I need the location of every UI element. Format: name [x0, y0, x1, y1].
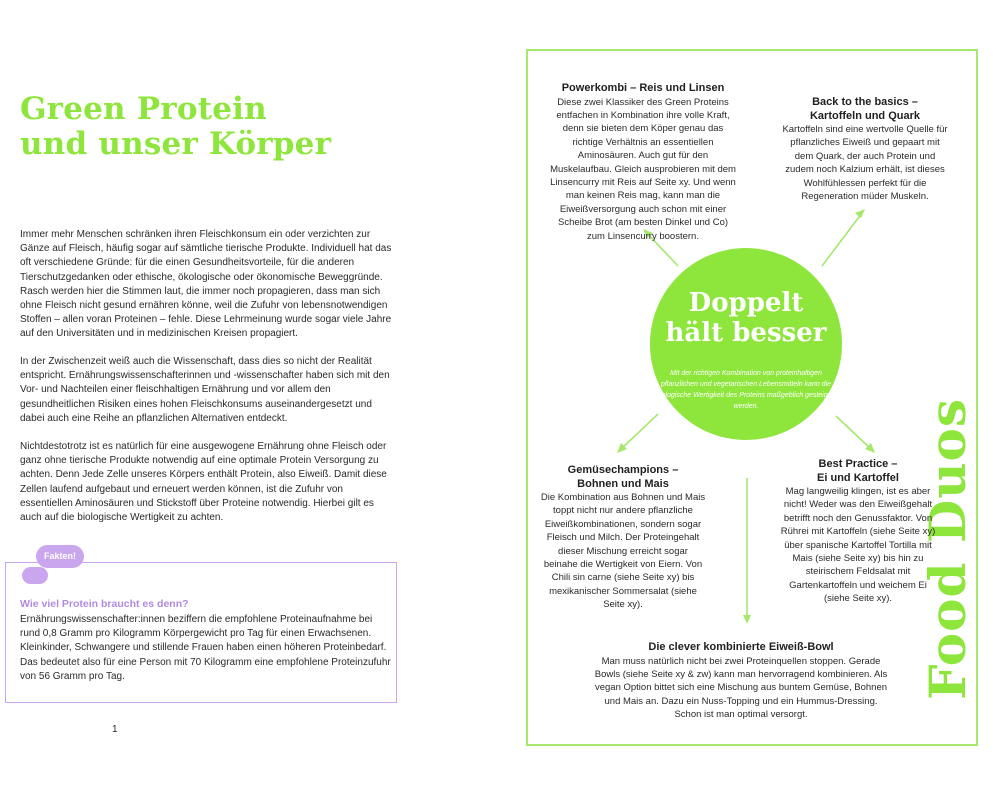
arrow-to-gemuese: [620, 414, 658, 450]
center-title-line-2: hält besser: [665, 318, 827, 348]
center-title-line-1: Doppelt: [688, 288, 804, 318]
arrow-to-best-practice: [836, 416, 872, 450]
facts-badge: Fakten!: [36, 545, 84, 568]
block-title: [540, 464, 706, 491]
block-title: [548, 82, 738, 96]
block-bohnen-mais: [540, 464, 706, 612]
arrow-to-kartoffel: [822, 213, 862, 266]
block-text: Mag langweilig klingen, ist es aber nicht! Weder was den Eiweißgehalt betrifft noch den Genussfaktor. Von Rührei mit Kartoffeln (siehe Seite xy) über spanische Kartoffel Tortilla mit Mais (siehe Seite xy) bis hin zu steirischem Feldsalat mit Gartenkartoffeln und weichem Ei (siehe Seite xy).: [780, 486, 936, 605]
block-title-line: Kartoffeln und Quark: [809, 109, 920, 122]
block-title-line: Die clever kombinierte Eiweiß-Bowl: [648, 641, 834, 653]
block-title-line: Bohnen und Mais: [577, 477, 669, 490]
block-title: [591, 641, 891, 655]
center-title: [650, 288, 842, 348]
page-title-line-2: und unser Körper: [20, 126, 332, 162]
center-text: Mit der richtigen Kombination von proteinhaltigen pflanzlichen und vegetarischen Lebensmitteln kann die biologische Wertigkeit des Proteins maßgeblich gesteigert werden.: [656, 370, 836, 410]
arrowhead-bowl: [743, 615, 751, 624]
block-ei-kartoffel: [776, 458, 940, 606]
block-title: [776, 458, 940, 485]
side-title: Food Duos: [918, 397, 977, 700]
block-title-line: Ei und Kartoffel: [817, 471, 899, 484]
block-eiweiss-bowl: [591, 641, 891, 722]
block-title: [782, 96, 948, 123]
block-title-line: Best Practice –: [818, 458, 898, 470]
page-title-line-1: Green Protein: [20, 91, 267, 127]
block-title-line: Gemüsechampions –: [567, 464, 679, 476]
intro-paragraph-1: Immer mehr Menschen schränken ihren Fleischkonsum ein oder verzichten zur Gänze auf Fleisch, häufig sogar auf sämtliche tierische Produkte. Individuell hat das oft verschiedene Gründe: für die einen Gesundheitsvorteile, für die anderen Tierschutzgedanken oder ethische, ökologische oder ökonomische Beweggründe. Rasch werden hier die Stimmen laut, die immer noch propagieren, dass man sich ohne Fleisch nicht gesund ernähren könne, weil die Zufuhr von lebensnotwendigen Stoffen – allen voran Proteinen – fehle. Diese Lehrmeinung wurde sogar viele Jahre auf den Universitäten und in medizinischen Kreisen propagiert.: [20, 229, 392, 340]
intro-paragraph-2: In der Zwischenzeit weiß auch die Wissenschaft, dass dies so nicht der Realität entspricht. Ernährungswissenschafterinnen und -wissenschafter haben sich mit den Vor- und Nachteilen einer fleischhaltigen Ernährung und vor allem den gesundheitlichen Risiken eines hohen Fleischkonsums auseinandergesetzt und dabei auch eine Reihe an pflanzlichen Alternativen entdeckt.: [20, 356, 390, 424]
page-number: 1: [112, 724, 118, 735]
block-text: Die Kombination aus Bohnen und Mais toppt nicht nur andere pflanzliche Eiweißkombinationen, sondern sogar Fleisch und Milch. Der Proteingehalt dieser Mischung erreicht sogar beinahe die Wertigkeit von Eiern. Von Chili sin carne (siehe Seite xy) bis mexikanischer Sommersalat (siehe Seite xy).: [540, 492, 706, 611]
block-reis-linsen: [548, 82, 738, 243]
intro-paragraph-3: Nichtdestotrotz ist es natürlich für eine ausgewogene Ernährung ohne Fleisch oder ganz ohne tierische Produkte notwendig auf eine optimale Protein Versorgung zu achten. Denn Jede Zelle unseres Körpers enthält Protein, also Eiweiß. Damit diese Zellen laufend aufgebaut und erneuert werden können, ist die Zufuhr von essentiellen Aminosäuren und Stickstoff über Proteine notwendig. Hierbei gilt es auch auf die biologische Wertigkeit zu achten.: [20, 441, 387, 524]
block-text: Man muss natürlich nicht bei zwei Proteinquellen stoppen. Gerade Bowls (siehe Seite xy & zw) kann man hervorragend kombinieren. Als vegan Option bittet sich eine Mischung aus buntem Gemüse, Bohnen und Mais an. Dazu ein Nuss-Topping und ein Hummus-Dressing. Schon ist man optimal versorgt.: [594, 655, 888, 721]
block-text: Diese zwei Klassiker des Green Proteins entfachen in Kombination ihre volle Kraft, denn sie bieten dem Köper genau das richtige Verhältnis an essentiellen Aminosäuren. Auch gut für den Muskelaufbau. Gleich ausprobieren mit dem Linsencurry mit Reis auf Seite xy. Und wenn man keinen Reis mag, kann man die Eiweißversorgung auch schon mit einer Scheibe Brot (am besten Dinkel und Co) zum Linsencurry boostern.: [550, 96, 736, 242]
block-title-line: Powerkombi – Reis und Linsen: [561, 82, 725, 94]
arrowhead-kartoffel: [855, 209, 865, 218]
facts-title: Wie viel Protein braucht es denn?: [20, 598, 189, 610]
block-text: Kartoffeln sind eine wertvolle Quelle für pflanzliches Eiweiß und gepaart mit dem Quark, der auch Protein und zudem noch Kalzium erhält, ist dieses Wohlfühlessen perfekt für die Regeneration müder Muskeln.: [782, 124, 948, 203]
facts-text: Ernährungswissenschafter:innen beziffern die empfohlene Proteinaufnahme bei rund 0,8 Gramm pro Kilogramm Körpergewicht pro Tag für einen Erwachsenen. Kleinkinder, Schwangere und stillende Frauen haben einen höheren Proteinbedarf. Das bedeutet also für eine Person mit 70 Kilogramm eine empfohlene Proteinzufuhr von 56 Gramm pro Tag.: [20, 614, 391, 682]
block-title-line: Back to the basics –: [812, 96, 918, 108]
block-kartoffeln-quark: [782, 96, 948, 203]
